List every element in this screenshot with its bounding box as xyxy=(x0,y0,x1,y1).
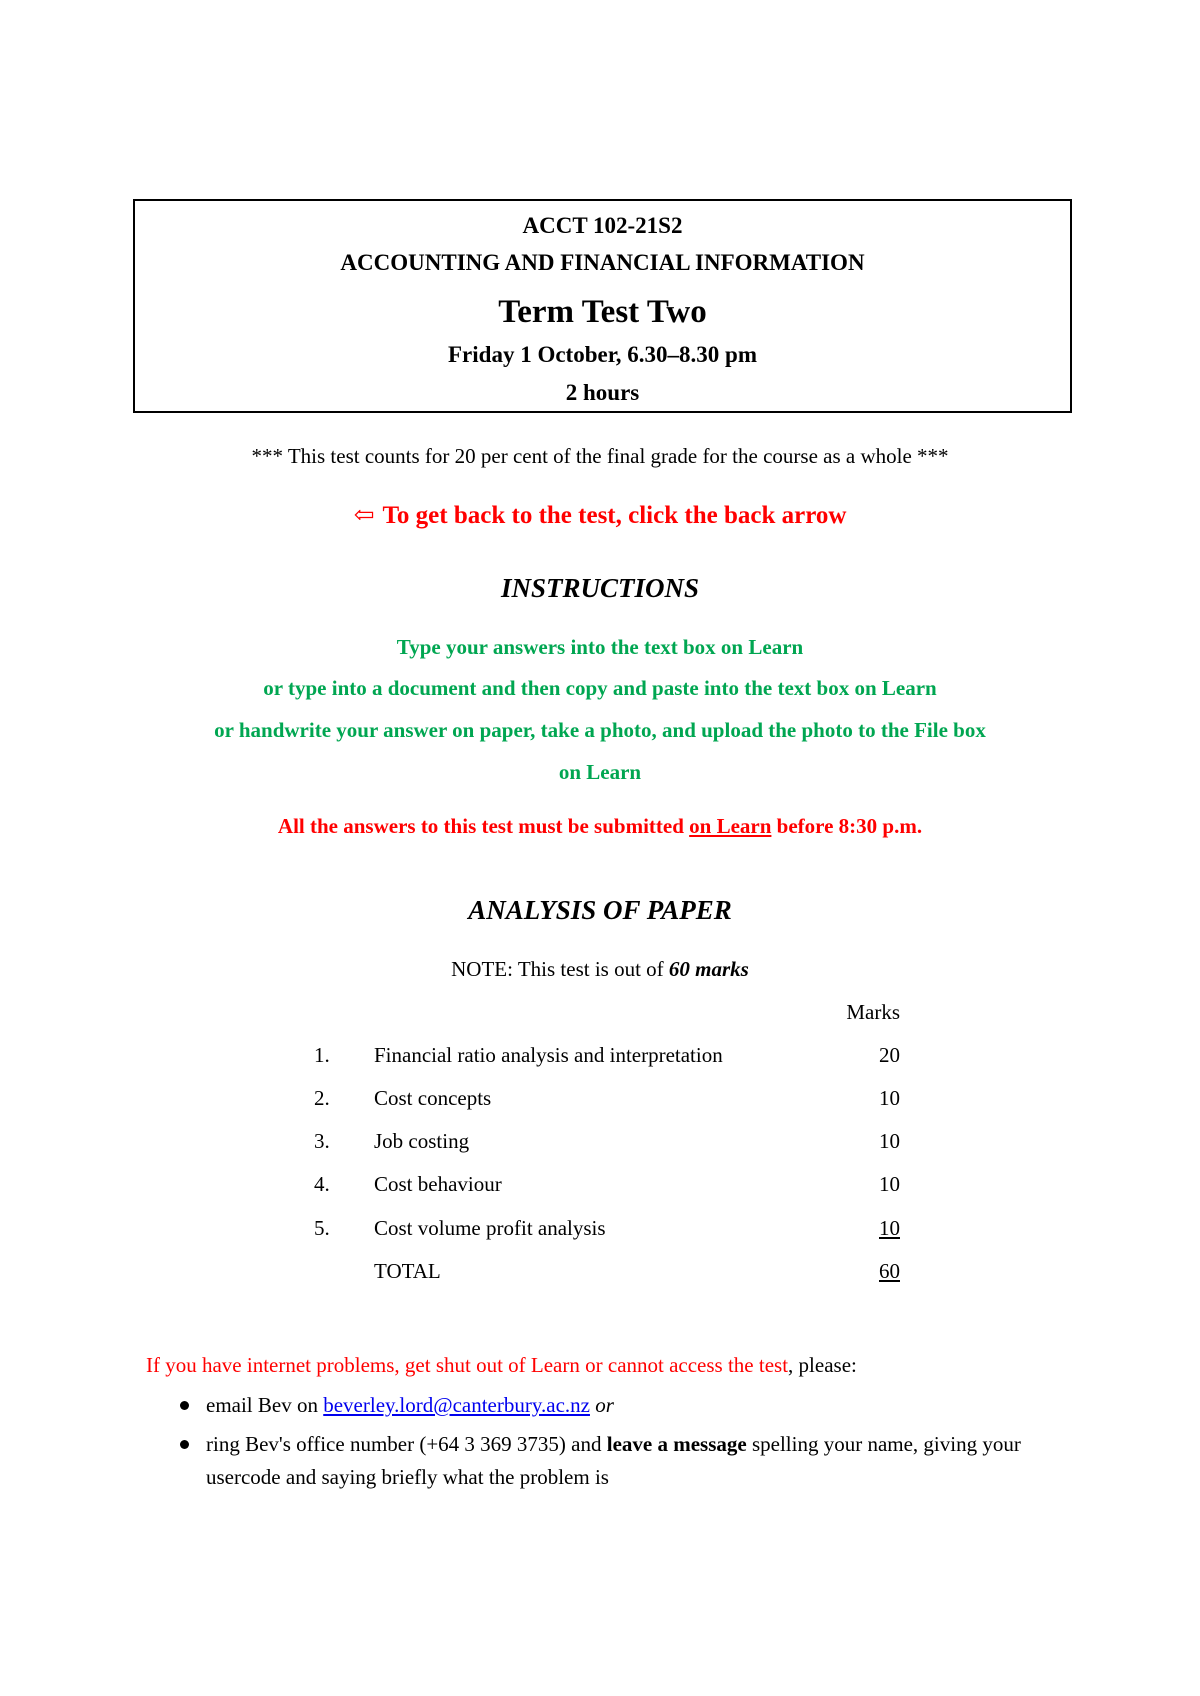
deadline-text-before: All the answers to this test must be submitted xyxy=(277,814,690,838)
phone-bold: leave a message xyxy=(606,1432,747,1456)
instructions-heading: INSTRUCTIONS xyxy=(500,573,700,603)
marks-header-row xyxy=(300,998,900,1026)
row-number: 4. xyxy=(314,1172,330,1196)
email-prefix: email Bev on xyxy=(206,1393,324,1417)
course-name: ACCOUNTING AND FINANCIAL INFORMATION xyxy=(340,250,865,275)
row-marks: 10 xyxy=(879,1086,900,1110)
total-marks-note xyxy=(0,955,1200,983)
row-marks: 10 xyxy=(879,1172,900,1196)
contact-options-list xyxy=(180,1389,1070,1500)
row-label: Cost behaviour xyxy=(374,1172,502,1196)
internet-problems-intro xyxy=(146,1351,857,1379)
table-row xyxy=(300,1084,900,1112)
course-code: ACCT 102-21S2 xyxy=(522,213,683,238)
page-title: Term Test Two xyxy=(498,294,707,330)
marks-note-emphasis: 60 marks xyxy=(668,957,749,981)
row-marks xyxy=(780,1214,900,1242)
back-arrow-link[interactable] xyxy=(0,500,1200,532)
row-marks: 20 xyxy=(879,1043,900,1067)
list-item xyxy=(180,1428,1070,1494)
back-link-text: To get back to the test, click the back arrow xyxy=(382,502,847,529)
left-arrow-icon: ⇦ xyxy=(353,502,375,529)
total-row xyxy=(300,1257,900,1285)
row-number: 2. xyxy=(314,1086,330,1110)
instruction-line-3: or handwrite your answer on paper, take a photo, and upload the photo to the File box xyxy=(214,718,986,742)
table-row xyxy=(300,1041,900,1069)
phone-suffix: spelling your name, giving your usercode and saying briefly what the problem is xyxy=(206,1432,1021,1489)
list-item xyxy=(180,1389,1070,1422)
row-marks: 10 xyxy=(879,1129,900,1153)
total-marks-underlined: 60 xyxy=(879,1259,900,1283)
marks-column-header: Marks xyxy=(846,1000,900,1024)
row-label: Cost volume profit analysis xyxy=(374,1216,606,1240)
deadline-underlined: on Learn xyxy=(689,814,772,838)
row-number: 3. xyxy=(314,1129,330,1153)
instruction-line-4: on Learn xyxy=(558,760,642,784)
bullet-icon xyxy=(180,1401,189,1410)
analysis-heading: ANALYSIS OF PAPER xyxy=(468,895,732,925)
grade-weight-note: *** This test counts for 20 per cent of the final grade for the course as a whole *** xyxy=(251,444,949,468)
email-link[interactable]: beverley.lord@canterbury.ac.nz xyxy=(323,1393,590,1417)
table-row xyxy=(300,1170,900,1198)
email-suffix: or xyxy=(589,1393,614,1417)
instruction-line-1: Type your answers into the text box on Learn xyxy=(396,635,804,659)
total-label: TOTAL xyxy=(374,1259,441,1283)
problems-intro-red: If you have internet problems, get shut out of Learn or cannot access the test xyxy=(146,1353,789,1377)
row-label: Job costing xyxy=(374,1129,470,1153)
row-marks-underlined: 10 xyxy=(879,1216,900,1240)
bullet-icon xyxy=(180,1440,189,1449)
test-date-time: Friday 1 October, 6.30–8.30 pm xyxy=(448,342,757,367)
instruction-line-2: or type into a document and then copy and paste into the text box on Learn xyxy=(263,676,937,700)
row-label: Financial ratio analysis and interpretation xyxy=(374,1043,723,1067)
row-label: Cost concepts xyxy=(374,1086,492,1110)
phone-prefix: ring Bev's office number (+64 3 369 3735) and xyxy=(206,1432,607,1456)
table-row xyxy=(300,1214,900,1242)
header-box xyxy=(133,199,1072,413)
row-number: 5. xyxy=(314,1216,330,1240)
total-marks xyxy=(780,1257,900,1285)
table-row xyxy=(300,1127,900,1155)
deadline-text-after: before 8:30 p.m. xyxy=(771,814,923,838)
row-number: 1. xyxy=(314,1043,330,1067)
deadline-note xyxy=(0,812,1200,840)
test-duration: 2 hours xyxy=(565,380,640,405)
problems-intro-tail: , please: xyxy=(788,1353,857,1377)
marks-note-prefix: NOTE: This test is out of xyxy=(451,957,669,981)
